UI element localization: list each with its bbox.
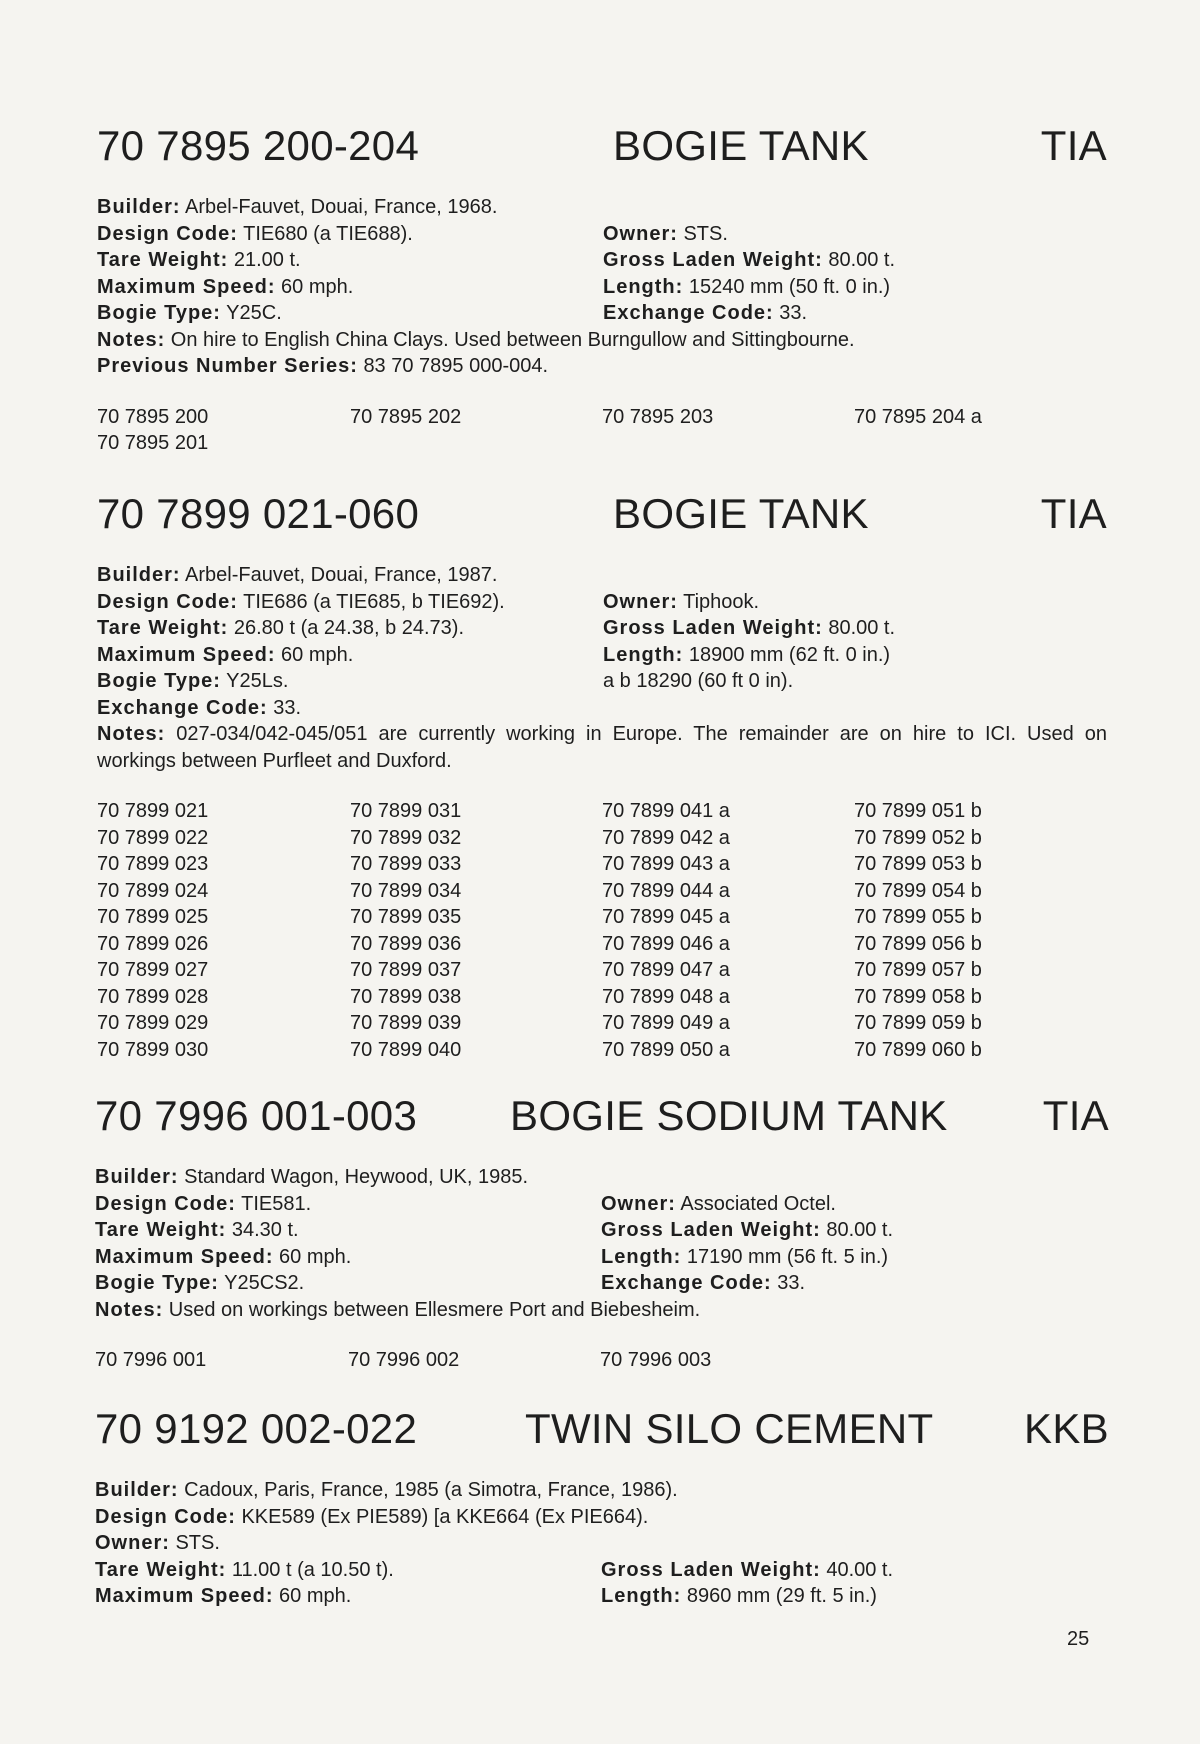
- length-value: 18900 mm (62 ft. 0 in.): [688, 643, 891, 666]
- number-item: 70 7899 046 a: [602, 932, 730, 955]
- section-header: [95, 1088, 1109, 1144]
- number-column: [348, 1347, 459, 1374]
- number-item: 70 7899 031: [350, 800, 462, 822]
- previous-row: Previous Number Series: 83 70 7895 000-004.: [97, 355, 549, 377]
- exchange-value: 33.: [777, 1272, 806, 1294]
- number-column: [854, 798, 982, 1063]
- section-header: [97, 118, 1107, 174]
- number-item: 70 7895 204 a: [854, 405, 982, 428]
- number-item: 70 7899 026: [97, 932, 209, 955]
- section-code: TIA: [1040, 490, 1107, 537]
- number-item: 70 7899 029: [97, 1012, 209, 1034]
- section-title: BOGIE TANK: [613, 122, 869, 169]
- number-column: [350, 404, 461, 431]
- number-item: 70 7899 023: [97, 853, 209, 875]
- number-item: 70 7899 041 a: [602, 800, 730, 822]
- number-list: [95, 1347, 1105, 1374]
- wagon-section-70-9192: [95, 1401, 1109, 1610]
- number-item: 70 7899 045 a: [602, 906, 730, 928]
- builder-value: Standard Wagon, Heywood, UK, 1985.: [184, 1166, 529, 1188]
- wagon-section-70-7996: [95, 1088, 1109, 1374]
- speed-value: 60 mph.: [279, 1245, 352, 1268]
- weight-row: Tare Weight: 21.00 t. Gross Laden Weight: 80.00 t.: [97, 249, 896, 271]
- gross-value: 80.00 t.: [828, 249, 896, 271]
- owner-value: Associated Octel.: [680, 1192, 836, 1215]
- bogie-value: Y25Ls.: [226, 670, 289, 692]
- number-item: 70 7899 059 b: [854, 1012, 982, 1034]
- tare-value: 26.80 t (a 24.38, b 24.73).: [233, 617, 465, 639]
- number-item: 70 7899 048 a: [602, 985, 730, 1008]
- number-item: 70 7899 054 b: [854, 879, 982, 902]
- number-item: 70 7899 040: [350, 1038, 462, 1061]
- notes-row: Notes: Used on workings between Ellesmere Port and Biebesheim.: [95, 1298, 701, 1321]
- number-item: 70 7899 022: [97, 826, 209, 849]
- notes-row: Notes: On hire to English China Clays. Used between Burngullow and Sittingbourne.: [97, 328, 855, 351]
- number-column: [854, 404, 982, 431]
- builder-value: Arbel-Fauvet, Douai, France, 1968.: [185, 196, 498, 218]
- speed-value: 60 mph.: [281, 275, 354, 298]
- section-number: 70 7899 021-060: [97, 490, 420, 537]
- section-number: 70 7996 001-003: [95, 1092, 418, 1139]
- speed-length-row: Maximum Speed: 60 mph. Length: 15240 mm (50 ft. 0 in.): [97, 275, 891, 298]
- section-header: [95, 1401, 1109, 1457]
- section-number: 70 9192 002-022: [95, 1405, 418, 1452]
- weight-row: Tare Weight: 11.00 t (a 10.50 t). Gross Laden Weight: 40.00 t.: [95, 1558, 894, 1581]
- number-item: 70 7895 202: [350, 405, 462, 428]
- number-item: 70 7899 050 a: [602, 1038, 730, 1061]
- number-item: 70 7899 043 a: [602, 853, 730, 875]
- gross-value: 80.00 t.: [826, 1219, 894, 1241]
- number-item: 70 7895 200: [97, 405, 209, 428]
- section-header: [97, 486, 1107, 542]
- owner-row: Owner: STS.: [95, 1532, 220, 1554]
- number-item: 70 7899 033: [350, 853, 462, 875]
- design-owner-row: Design Code: TIE680 (a TIE688). Owner: STS.: [97, 222, 728, 245]
- length-alt-value: a b 18290 (60 ft 0 in).: [603, 670, 794, 692]
- number-item: 70 7996 003: [600, 1349, 712, 1371]
- number-item: 70 7899 030: [97, 1038, 209, 1061]
- number-item: 70 7899 042 a: [602, 826, 730, 849]
- design-owner-row: Design Code: TIE581. Owner: Associated Octel.: [95, 1192, 836, 1215]
- tare-value: 34.30 t.: [231, 1219, 299, 1241]
- number-item: 70 7895 203: [602, 405, 714, 428]
- bogie-exchange-row: Bogie Type: Y25C. Exchange Code: 33.: [97, 302, 808, 324]
- section-title: TWIN SILO CEMENT: [525, 1405, 934, 1452]
- number-column: [97, 798, 208, 1063]
- number-item: 70 7899 053 b: [854, 853, 982, 875]
- tare-value: 21.00 t.: [233, 249, 301, 271]
- length-value: 8960 mm (29 ft. 5 in.): [686, 1585, 877, 1607]
- bogie-exchange-row: Bogie Type: Y25CS2. Exchange Code: 33.: [95, 1272, 806, 1294]
- number-item: 70 7899 060 b: [854, 1038, 982, 1061]
- design-code-value: TIE686 (a TIE685, b TIE692).: [243, 590, 505, 613]
- section-number: 70 7895 200-204: [97, 122, 420, 169]
- owner-value: STS.: [683, 222, 728, 245]
- number-item: 70 7899 027: [97, 959, 209, 981]
- section-code: TIA: [1042, 1092, 1109, 1139]
- section-code: TIA: [1040, 122, 1107, 169]
- builder-row: Builder: Cadoux, Paris, France, 1985 (a Simotra, France, 1986).: [95, 1479, 678, 1501]
- number-column: [602, 404, 713, 431]
- speed-length-row: Maximum Speed: 60 mph. Length: 17190 mm (56 ft. 5 in.): [95, 1245, 889, 1268]
- number-item: 70 7899 025: [97, 906, 209, 928]
- number-item: 70 7899 056 b: [854, 932, 982, 955]
- notes-value: Used on workings between Ellesmere Port and Biebesheim.: [168, 1298, 701, 1321]
- number-item: 70 7899 058 b: [854, 985, 982, 1008]
- section-code: KKB: [1024, 1405, 1109, 1452]
- bogie-value: Y25C.: [226, 302, 282, 324]
- builder-value: Arbel-Fauvet, Douai, France, 1987.: [185, 564, 498, 586]
- builder-row: Builder: Arbel-Fauvet, Douai, France, 1987.: [97, 564, 498, 586]
- section-title: BOGIE TANK: [613, 490, 869, 537]
- owner-value: STS.: [175, 1532, 220, 1554]
- speed-length-row: Maximum Speed: 60 mph. Length: 8960 mm (29 ft. 5 in.): [95, 1585, 877, 1607]
- number-item: 70 7899 052 b: [854, 826, 982, 849]
- number-item: 70 7899 055 b: [854, 906, 982, 928]
- number-column: [97, 404, 208, 457]
- notes-value: 027-034/042-045/051 are currently working in Europe. The remainder are on hire to ICI. Used on workings between Purfleet and Duxford.: [97, 723, 1107, 772]
- design-code-value: TIE680 (a TIE688).: [243, 222, 413, 245]
- design-code-row: Design Code: KKE589 (Ex PIE589) [a KKE664 (Ex PIE664).: [95, 1505, 649, 1528]
- section-title: BOGIE SODIUM TANK: [510, 1092, 948, 1139]
- number-item: 70 7899 036: [350, 932, 462, 955]
- gross-value: 40.00 t.: [826, 1558, 894, 1581]
- weight-row: Tare Weight: 26.80 t (a 24.38, b 24.73). Gross Laden Weight: 80.00 t.: [97, 617, 896, 639]
- number-item: 70 7899 057 b: [854, 959, 982, 981]
- number-item: 70 7899 028: [97, 985, 209, 1008]
- speed-value: 60 mph.: [279, 1585, 352, 1607]
- wagon-section-70-7899: [97, 486, 1107, 1063]
- number-column: [95, 1347, 206, 1374]
- number-column: [600, 1347, 711, 1374]
- number-item: 70 7899 032: [350, 826, 462, 849]
- number-list: [97, 404, 1107, 457]
- page-number: 25: [1067, 1628, 1090, 1650]
- builder-row: Builder: Arbel-Fauvet, Douai, France, 1968.: [97, 196, 498, 218]
- exchange-value: 33.: [779, 302, 808, 324]
- notes-row: Notes: 027-034/042-045/051 are currently working in Europe. The remainder are on hire to ICI. Used on workings between Purfleet and Duxford.: [97, 723, 1107, 772]
- length-value: 15240 mm (50 ft. 0 in.): [688, 275, 891, 298]
- wagon-section-70-7895: [97, 118, 1107, 457]
- exchange-row: Exchange Code: 33.: [97, 696, 302, 719]
- number-item: 70 7899 047 a: [602, 959, 730, 981]
- speed-length-row: Maximum Speed: 60 mph. Length: 18900 mm (62 ft. 0 in.): [97, 643, 891, 666]
- previous-value: 83 70 7895 000-004.: [363, 355, 549, 377]
- notes-value: On hire to English China Clays. Used between Burngullow and Sittingbourne.: [170, 328, 855, 351]
- number-item: 70 7899 034: [350, 879, 462, 902]
- length-value: 17190 mm (56 ft. 5 in.): [686, 1245, 889, 1268]
- design-code-value: KKE589 (Ex PIE589) [a KKE664 (Ex PIE664).: [241, 1505, 649, 1528]
- weight-row: Tare Weight: 34.30 t. Gross Laden Weight: 80.00 t.: [95, 1219, 894, 1241]
- number-item: 70 7996 001: [95, 1349, 207, 1371]
- exchange-value: 33.: [273, 696, 302, 719]
- owner-value: Tiphook.: [683, 590, 760, 613]
- design-code-value: TIE581.: [241, 1192, 312, 1215]
- number-item: 70 7899 024: [97, 879, 209, 902]
- number-item: 70 7899 021: [97, 800, 209, 822]
- builder-row: Builder: Standard Wagon, Heywood, UK, 1985.: [95, 1166, 529, 1188]
- number-item: 70 7899 037: [350, 959, 462, 981]
- number-item: 70 7899 051 b: [854, 800, 982, 822]
- gross-value: 80.00 t.: [828, 617, 896, 639]
- number-item: 70 7899 049 a: [602, 1012, 730, 1034]
- tare-value: 11.00 t (a 10.50 t).: [231, 1558, 394, 1581]
- number-item: 70 7899 038: [350, 985, 462, 1008]
- design-owner-row: Design Code: TIE686 (a TIE685, b TIE692). Owner: Tiphook.: [97, 590, 760, 613]
- bogie-value: Y25CS2.: [224, 1272, 305, 1294]
- number-item: 70 7996 002: [348, 1349, 460, 1371]
- number-column: [602, 798, 730, 1063]
- number-item: 70 7899 039: [350, 1012, 462, 1034]
- bogie-length2-row: Bogie Type: Y25Ls. a b 18290 (60 ft 0 in).: [97, 670, 794, 692]
- number-item: 70 7895 201: [97, 432, 209, 454]
- number-item: 70 7899 035: [350, 906, 462, 928]
- number-column: [350, 798, 461, 1063]
- number-item: 70 7899 044 a: [602, 879, 730, 902]
- number-list: [97, 798, 1107, 1063]
- builder-value: Cadoux, Paris, France, 1985 (a Simotra, France, 1986).: [184, 1479, 678, 1501]
- speed-value: 60 mph.: [281, 643, 354, 666]
